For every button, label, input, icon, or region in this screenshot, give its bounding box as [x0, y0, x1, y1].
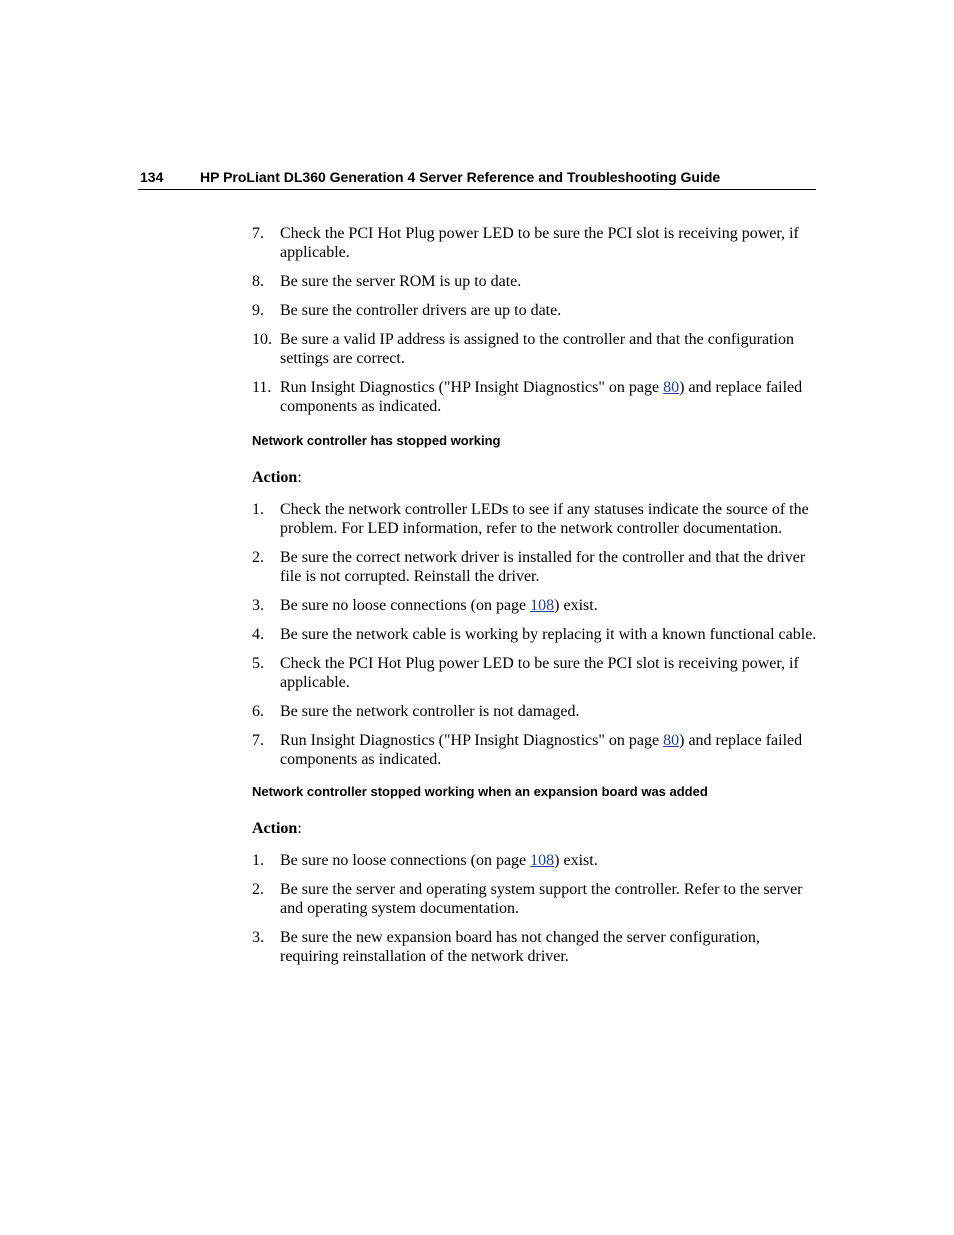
item-number: 5. [252, 655, 264, 672]
list-item [252, 654, 822, 692]
action-steps-list [252, 851, 822, 966]
page-link[interactable]: 80 [663, 732, 680, 749]
item-number: 9. [252, 302, 264, 319]
list-item [252, 272, 822, 291]
action-colon: : [297, 820, 302, 837]
item-text-post: ) and replace failed components as indicated. [280, 379, 803, 415]
list-item [252, 224, 822, 262]
list-item [252, 301, 822, 320]
item-number: 6. [252, 703, 264, 720]
item-text-post: ) exist. [554, 852, 598, 869]
item-text-post: ) and replace failed components as indicated. [280, 732, 803, 768]
list-item [252, 548, 822, 586]
item-text: Be sure the controller drivers are up to date. [280, 302, 562, 319]
list-item [252, 851, 822, 870]
item-number: 4. [252, 626, 264, 643]
action-label-text: Action [252, 469, 298, 486]
page-number: 134 [140, 169, 164, 185]
action-steps-list [252, 500, 822, 769]
item-text-pre: Be sure no loose connections (on page [280, 597, 531, 614]
page-header [138, 168, 816, 190]
item-text-pre: Be sure no loose connections (on page [280, 852, 531, 869]
item-number: 3. [252, 597, 264, 614]
item-text: Be sure the network controller is not damaged. [280, 703, 580, 720]
list-item [252, 596, 822, 615]
item-number: 2. [252, 549, 264, 566]
list-item [252, 731, 822, 769]
item-text: Check the network controller LEDs to see if any statuses indicate the source of the problem. For LED information, refer to the network controller documentation. [280, 501, 809, 537]
item-text: Check the PCI Hot Plug power LED to be sure the PCI slot is receiving power, if applicable. [280, 655, 799, 691]
list-item [252, 330, 822, 368]
item-text: Be sure the correct network driver is installed for the controller and that the driver file is not corrupted. Reinstall the driver. [280, 549, 806, 585]
item-text: Be sure the server ROM is up to date. [280, 273, 522, 290]
action-label-text: Action [252, 820, 298, 837]
page-link[interactable]: 108 [530, 852, 555, 869]
page-link[interactable]: 80 [663, 379, 680, 396]
section-heading: Network controller stopped working when an expansion board was added [252, 784, 708, 799]
item-number: 7. [252, 225, 264, 242]
list-item [252, 928, 822, 966]
item-text: Be sure a valid IP address is assigned to the controller and that the configuration settings are correct. [280, 331, 794, 367]
item-number: 2. [252, 881, 264, 898]
item-text: Be sure the server and operating system support the controller. Refer to the server and operating system documentation. [280, 881, 803, 917]
item-number: 1. [252, 852, 264, 869]
list-item [252, 378, 822, 416]
action-colon: : [297, 469, 302, 486]
list-item [252, 880, 822, 918]
page-link[interactable]: 108 [530, 597, 555, 614]
item-number: 1. [252, 501, 264, 518]
list-item [252, 625, 822, 644]
list-item [252, 702, 822, 721]
item-text-pre: Run Insight Diagnostics ("HP Insight Diagnostics" on page [280, 379, 664, 396]
action-label [252, 819, 822, 838]
item-number: 8. [252, 273, 264, 290]
item-number: 7. [252, 732, 264, 749]
section-heading: Network controller has stopped working [252, 433, 501, 448]
item-number: 3. [252, 929, 264, 946]
continued-steps-list [252, 224, 822, 416]
list-item [252, 500, 822, 538]
action-label [252, 468, 822, 487]
item-text: Check the PCI Hot Plug power LED to be sure the PCI slot is receiving power, if applicable. [280, 225, 799, 261]
item-number: 10. [252, 331, 272, 348]
guide-title: HP ProLiant DL360 Generation 4 Server Reference and Troubleshooting Guide [200, 169, 721, 185]
item-text-post: ) exist. [554, 597, 598, 614]
page-content [252, 224, 822, 976]
item-text: Be sure the new expansion board has not changed the server configuration, requiring reinstallation of the network driver. [280, 929, 760, 965]
item-text: Be sure the network cable is working by replacing it with a known functional cable. [280, 626, 817, 643]
item-number: 11. [252, 379, 272, 396]
item-text-pre: Run Insight Diagnostics ("HP Insight Diagnostics" on page [280, 732, 664, 749]
